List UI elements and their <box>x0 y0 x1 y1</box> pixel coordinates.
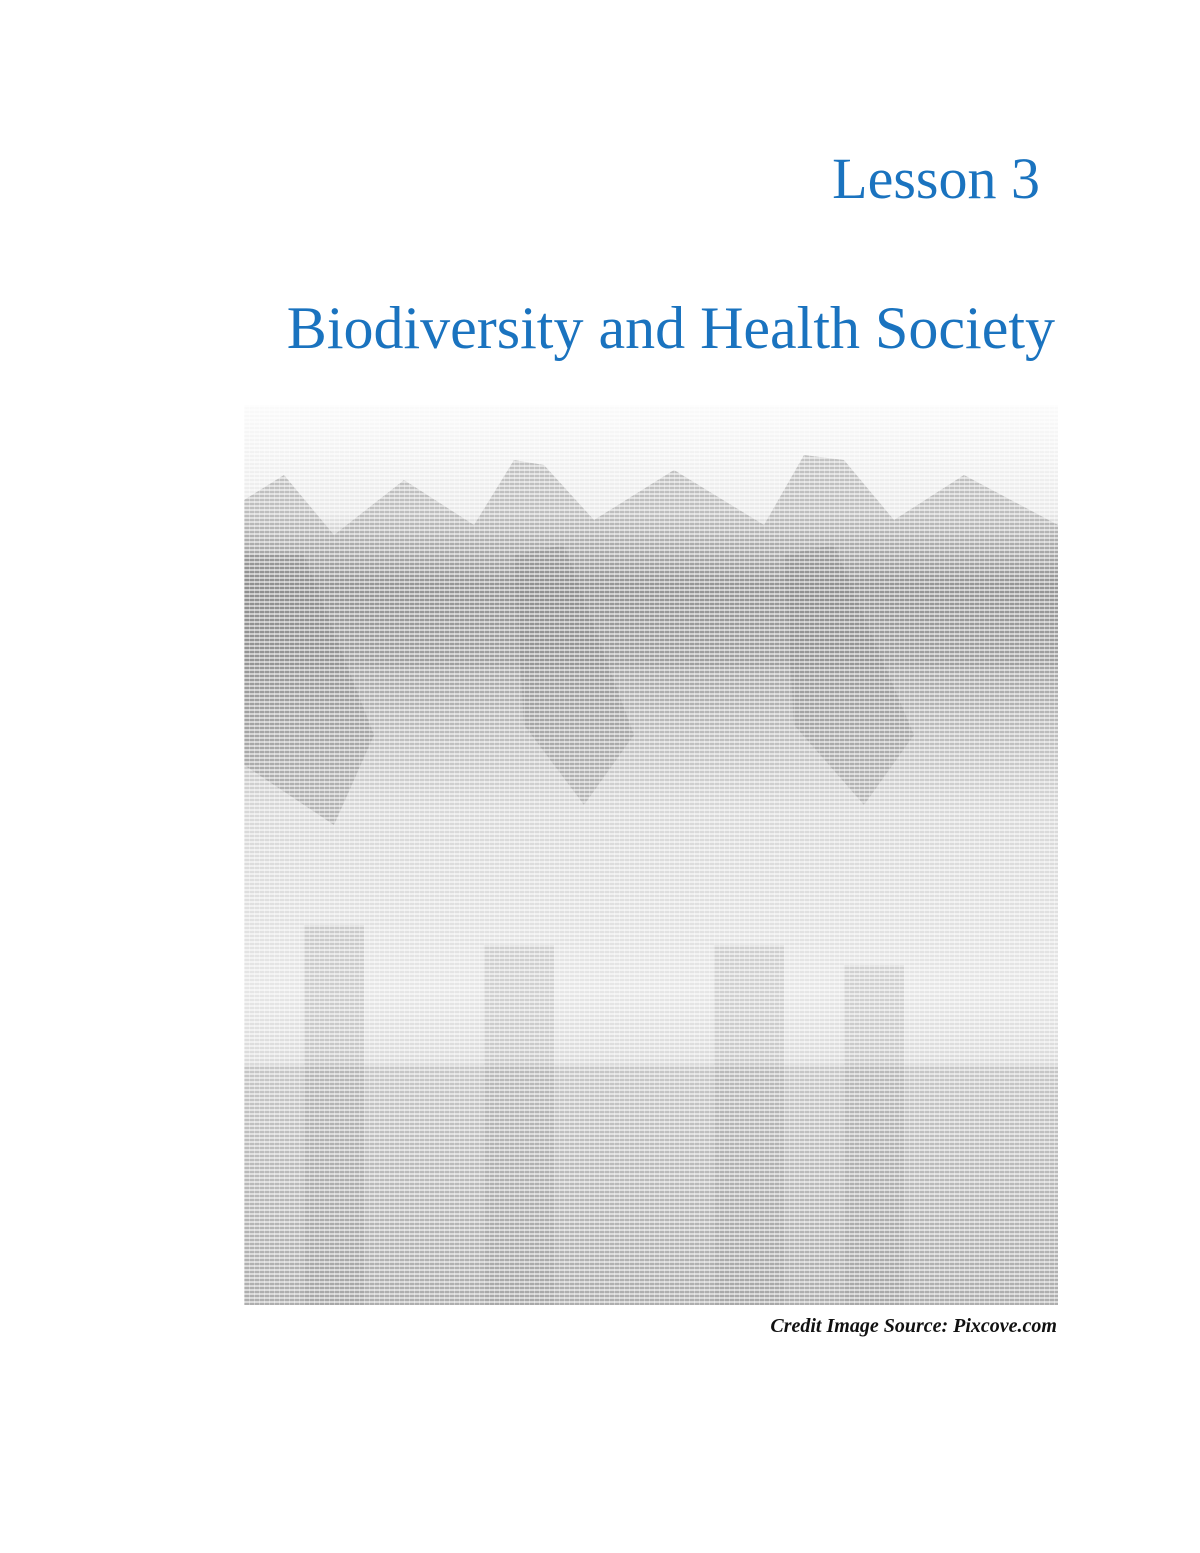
lesson-title-heading: Biodiversity and Health Society <box>286 295 1055 361</box>
lesson-number-heading: Lesson 3 <box>832 146 1040 211</box>
cover-image <box>244 405 1058 1305</box>
cover-image-artwork <box>244 405 1058 1305</box>
image-credit-caption: Credit Image Source: Pixcove.com <box>770 1315 1057 1337</box>
